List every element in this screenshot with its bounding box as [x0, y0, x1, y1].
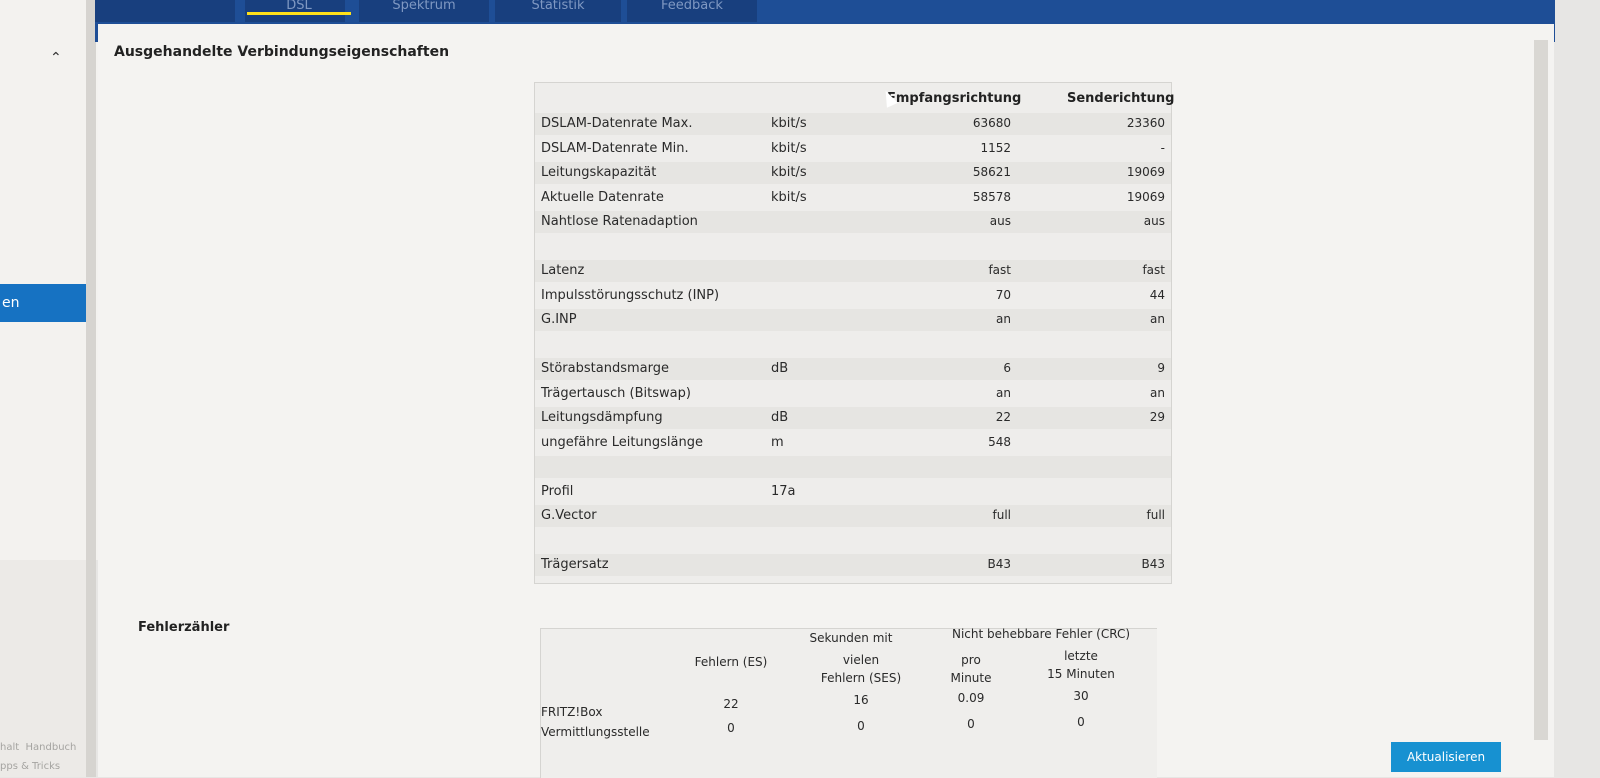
row-unit: kbit/s [771, 140, 807, 156]
cell-tx: - [1160, 140, 1165, 155]
row-label: Störabstandsmarge [541, 361, 669, 376]
cell-tx: 29 [1149, 410, 1165, 424]
row-unit: kbit/s [771, 165, 807, 180]
table-row [535, 285, 1171, 307]
cell-rx: 6 [1003, 361, 1011, 375]
row-label: Leitungsdämpfung [541, 410, 663, 425]
row-label: Latenz [541, 263, 585, 278]
table-row [535, 456, 1171, 478]
cell-pm: 0.09 [957, 691, 985, 705]
table-row [535, 358, 1171, 380]
group-header-crc: Nicht behebbare Fehler (CRC) [951, 627, 1131, 641]
sidebar-item-active[interactable] [0, 284, 88, 322]
scrollbar[interactable] [1534, 40, 1548, 740]
cell-rx: 548 [988, 434, 1011, 449]
table-row [535, 432, 1171, 454]
row-unit: dB [771, 361, 789, 376]
row-label: Trägersatz [541, 557, 609, 572]
table-row [535, 505, 1171, 527]
cell-15m: 30 [1073, 689, 1089, 703]
row-label: Impulsstörungsschutz (INP) [541, 287, 720, 303]
tab-spektrum-label: Spektrum [392, 0, 456, 12]
error-counter-table [540, 628, 1157, 778]
section-title-errors: Fehlerzähler [138, 620, 230, 635]
col-header-pm-1: pro [961, 653, 981, 667]
tab-feedback-label: Feedback [661, 0, 723, 12]
row-unit: 17a [771, 483, 796, 499]
col-header-15-1: letzte [1064, 649, 1098, 663]
table-row [535, 236, 1171, 258]
cell-rx: fast [988, 263, 1011, 277]
cell-tx: 9 [1157, 361, 1165, 375]
col-header-tx: Senderichtung [1067, 91, 1175, 106]
cell-rx: 22 [995, 410, 1011, 424]
tab-spektrum[interactable] [359, 0, 489, 12]
cell-tx: 19069 [1126, 189, 1165, 204]
cell-tx: 23360 [1126, 116, 1165, 130]
cell-rx: 58578 [972, 189, 1011, 204]
cell-tx: an [1150, 385, 1165, 400]
footer-link-tipps[interactable]: pps & Tricks [0, 761, 61, 772]
tab-statistik[interactable] [495, 0, 621, 12]
row-label: Aktuelle Datenrate [541, 189, 664, 205]
sidebar-divider [86, 0, 96, 777]
cell-tx: 44 [1149, 287, 1165, 302]
cell-tx: fast [1142, 263, 1165, 277]
tab-dsl-label: DSL [286, 0, 312, 13]
tab-dsl[interactable] [247, 0, 351, 15]
row-unit: dB [771, 410, 789, 425]
cell-pm: 0 [967, 717, 975, 731]
chevron-up-icon[interactable]: ⌃ [50, 50, 62, 66]
cell-tx: B43 [1141, 557, 1165, 571]
col-header-es: Fehlern (ES) [694, 655, 768, 669]
col-header-15-2: 15 Minuten [1047, 667, 1115, 681]
row-label: G.Vector [541, 508, 597, 523]
table-row [535, 554, 1171, 576]
cell-rx: full [992, 508, 1011, 522]
table-row [535, 407, 1171, 429]
footer-link-handbuch[interactable]: Handbuch [25, 742, 77, 753]
table-row [535, 260, 1171, 282]
table-row [535, 138, 1171, 160]
col-header-pm-2: Minute [950, 671, 992, 685]
cell-tx: aus [1143, 214, 1165, 228]
row-label: DSLAM-Datenrate Min. [541, 140, 689, 156]
cell-es: 0 [727, 721, 735, 735]
table-row [535, 530, 1171, 552]
footer-link-inhalt[interactable]: halt [0, 742, 20, 753]
sidebar-item-label: en [2, 295, 20, 311]
cell-rx: 70 [995, 287, 1011, 302]
row-unit: kbit/s [771, 116, 807, 131]
row-label-fritzbox: FRITZ!Box [541, 705, 603, 719]
tab-block [95, 0, 235, 22]
row-label: Leitungskapazität [541, 165, 657, 180]
cell-ses: 0 [857, 719, 865, 733]
sidebar [0, 0, 86, 777]
cell-rx: an [996, 312, 1011, 326]
row-label: ungefähre Leitungslänge [541, 434, 703, 450]
refresh-button[interactable]: Aktualisieren [1391, 742, 1501, 772]
row-label: Nahtlose Ratenadaption [541, 214, 698, 229]
connection-properties-table [534, 82, 1175, 584]
col-header-rx: Empfangsrichtung [887, 91, 1022, 106]
row-label: G.INP [541, 312, 577, 327]
row-label: DSLAM-Datenrate Max. [541, 116, 693, 131]
row-label-vermittlung: Vermittlungsstelle [541, 725, 650, 739]
tab-feedback[interactable] [627, 0, 757, 12]
col-header-ses-2: Fehlern (SES) [820, 671, 902, 685]
table-row [535, 309, 1171, 331]
cell-rx: 1152 [980, 140, 1011, 155]
table-row [535, 481, 1171, 503]
section-title-connection: Ausgehandelte Verbindungseigenschaften [114, 44, 450, 60]
cell-rx: B43 [987, 557, 1011, 571]
table-row [535, 162, 1171, 184]
col-header-ses-1: vielen [842, 653, 880, 667]
row-label: Trägertausch (Bitswap) [541, 385, 691, 401]
cell-rx: aus [989, 214, 1011, 228]
row-label: Profil [541, 483, 574, 499]
cell-tx: 19069 [1126, 165, 1165, 179]
table-row [535, 187, 1171, 209]
table-row [535, 211, 1171, 233]
cell-rx: 58621 [972, 165, 1011, 179]
tab-statistik-label: Statistik [531, 0, 585, 12]
cell-es: 22 [723, 697, 739, 711]
cell-tx: full [1146, 508, 1165, 522]
cell-rx: an [996, 385, 1011, 400]
group-header-seconds: Sekunden mit [809, 631, 893, 645]
table-row [535, 383, 1171, 405]
footer-links [0, 738, 76, 776]
cell-rx: 63680 [972, 116, 1011, 130]
cell-15m: 0 [1077, 715, 1085, 729]
cell-ses: 16 [853, 693, 869, 707]
table-row [535, 113, 1171, 135]
row-unit: m [771, 434, 784, 450]
cell-tx: an [1150, 312, 1165, 326]
table-row [535, 334, 1171, 356]
row-unit: kbit/s [771, 189, 807, 205]
